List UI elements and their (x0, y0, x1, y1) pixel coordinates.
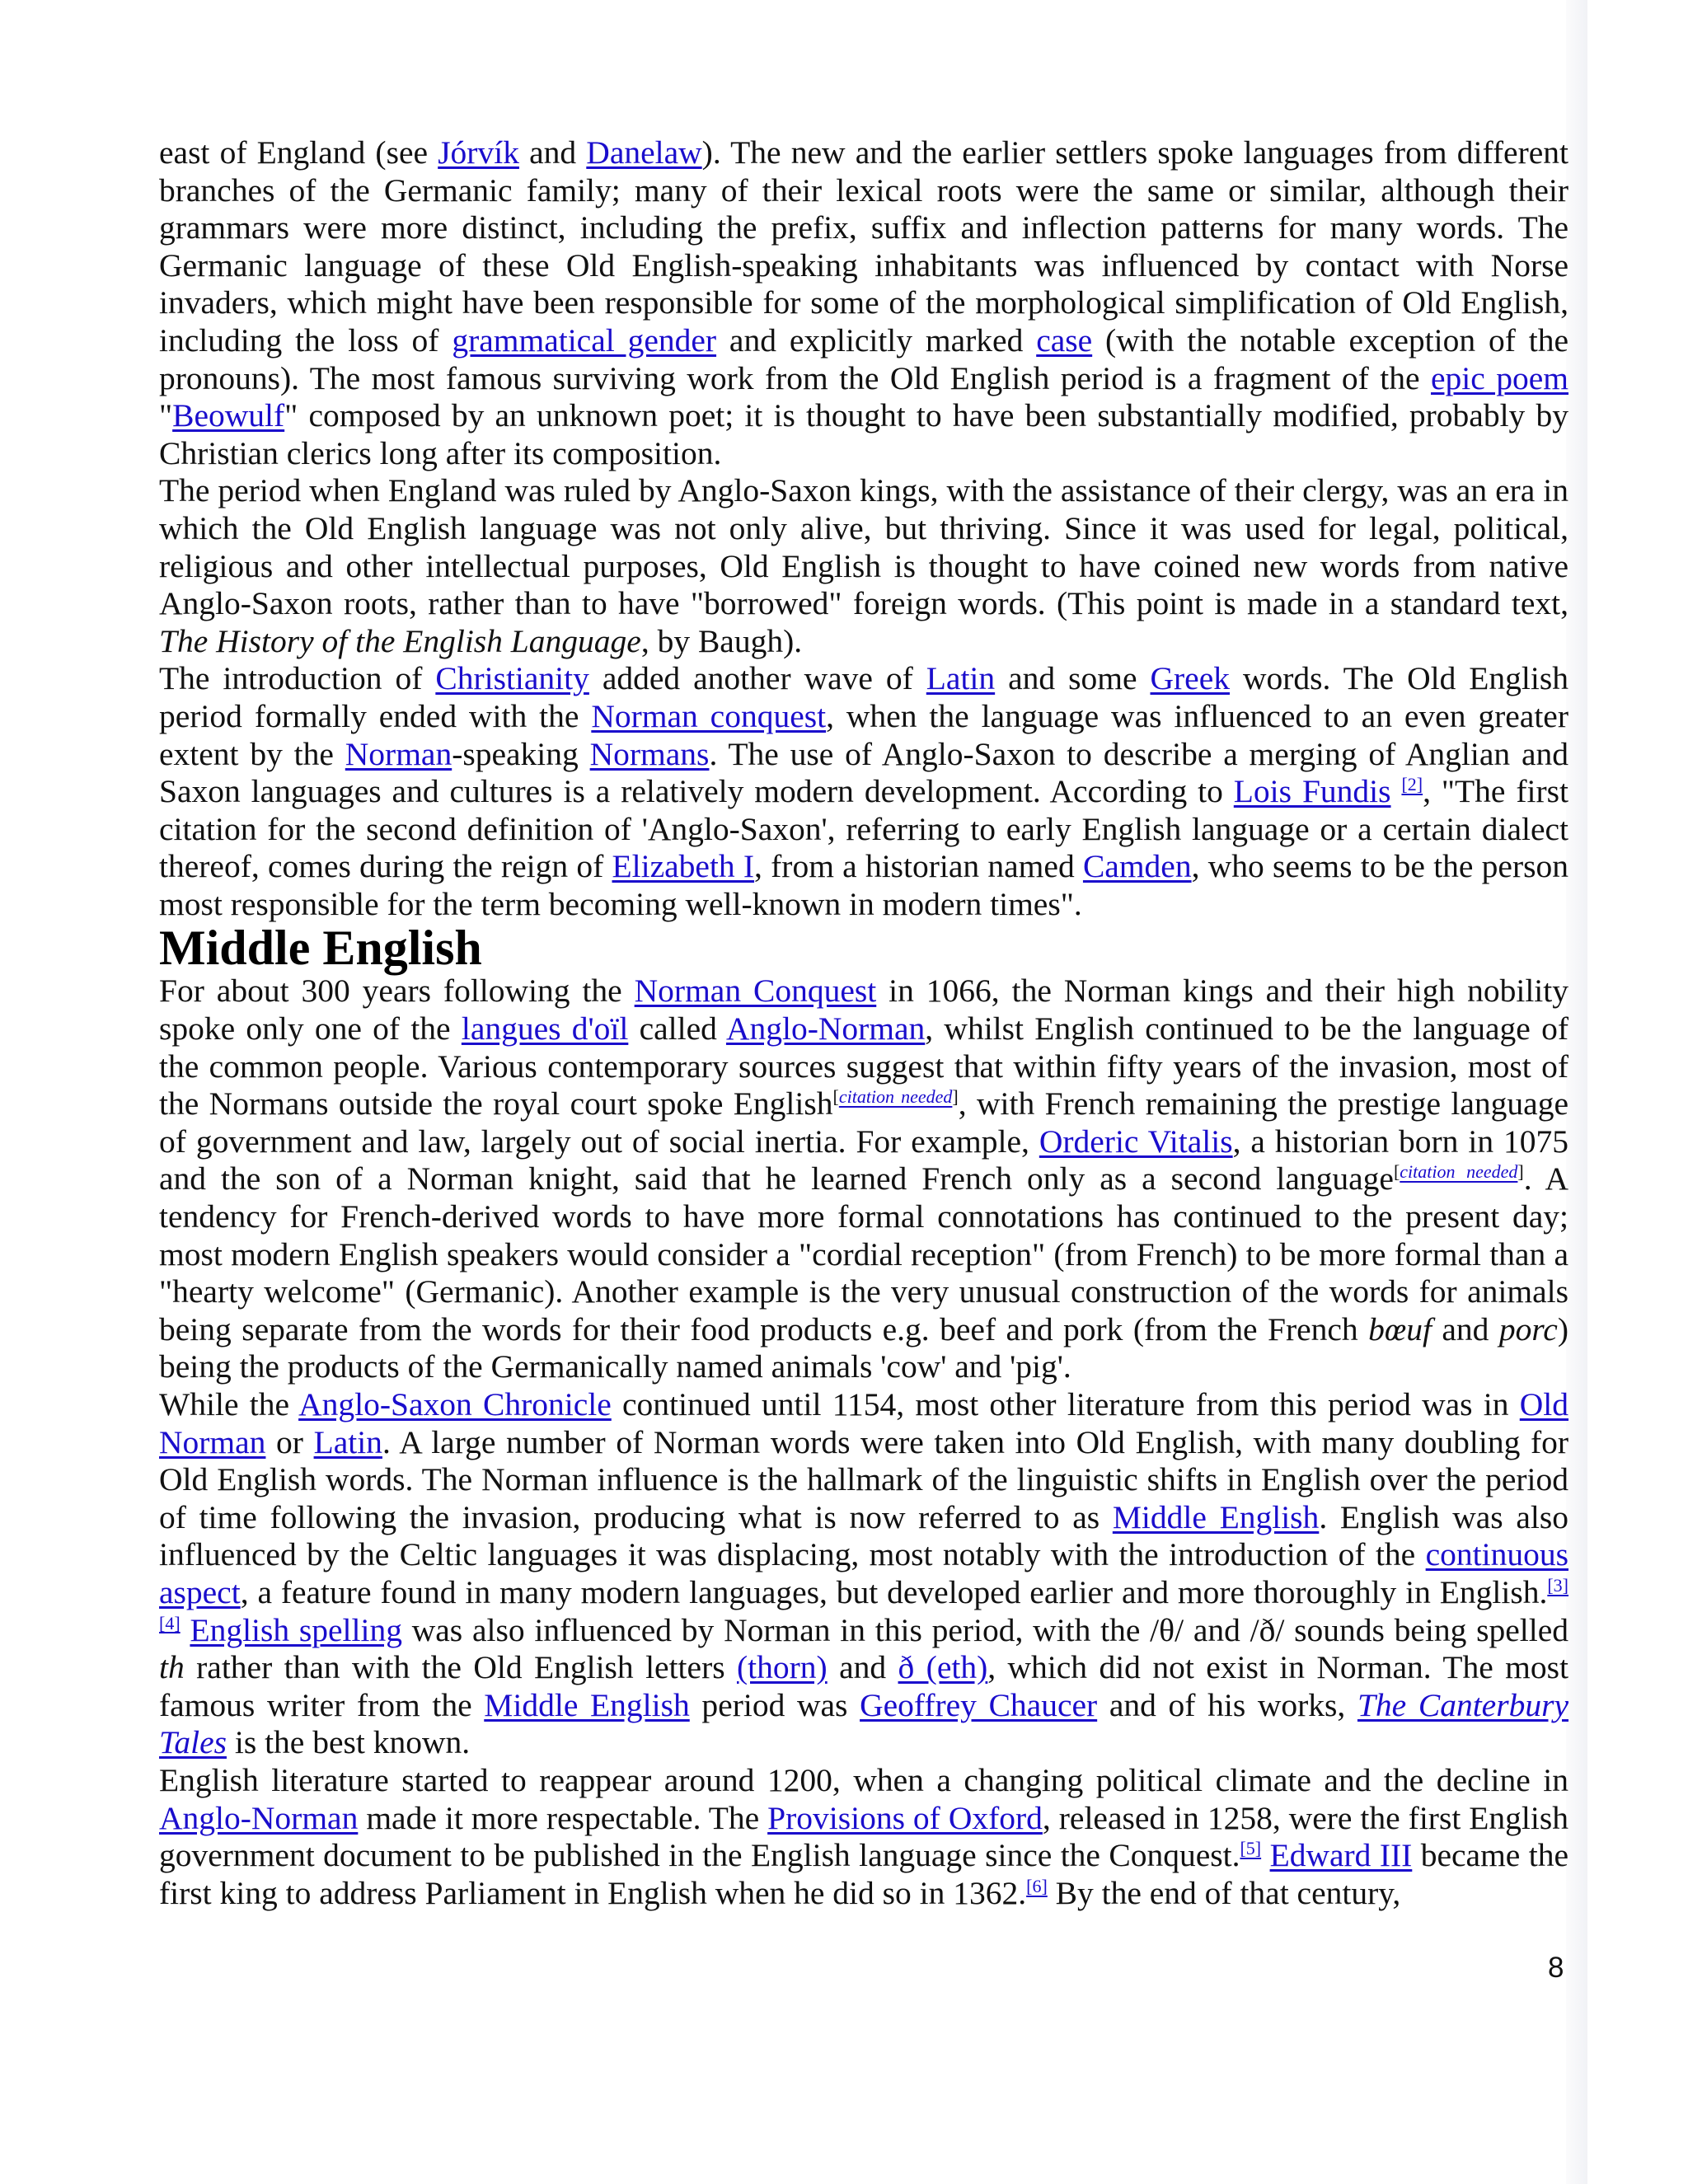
link-middle-english[interactable]: Middle English (1112, 1498, 1320, 1535)
footnote-ref (1240, 1838, 1261, 1858)
link-provisions-of-oxford[interactable]: Provisions of Oxford (767, 1799, 1043, 1836)
italic-text: th (159, 1649, 185, 1686)
link-geoffrey-chaucer[interactable]: Geoffrey Chaucer (860, 1686, 1098, 1723)
link-thorn[interactable]: (thorn) (737, 1649, 828, 1686)
link-anglo-saxon-chronicle[interactable]: Anglo-Saxon Chronicle (298, 1386, 612, 1422)
link-latin[interactable]: Latin (926, 660, 996, 697)
link-middle-english[interactable]: Middle English (484, 1686, 690, 1723)
link-grammatical-gender[interactable]: grammatical gender (452, 321, 717, 359)
paragraph: The introduction of Christianity added another wave of Latin and some Greek words. The Old English period formally ended with the Norman conquest, when the language was influenced to an even greater extent by the Norman-speaking Normans. The use of Anglo-Saxon to describe a merging of Anglian and Saxon languages and cultures is a relatively modern development. According to Lois Fundis [2], "The first citation for the second definition of 'Anglo-Saxon', referring to early English language or a certain dialect thereof, comes during the reign of Elizabeth I, from a historian named Camden, who seems to be the person most responsible for the term becoming well-known in modern times". (159, 660, 1568, 922)
link-greek[interactable]: Greek (1150, 660, 1230, 697)
footnote-ref-3[interactable]: [3] (1547, 1574, 1568, 1596)
link-anglo-norman[interactable]: Anglo-Norman (159, 1799, 359, 1836)
link-english-spelling[interactable]: English spelling (190, 1611, 402, 1648)
footnote-ref (1547, 1575, 1568, 1596)
italic-text: porc (1498, 1310, 1558, 1347)
citation-needed-link[interactable]: citation needed (1400, 1161, 1518, 1183)
footnote-ref-4[interactable]: [4] (159, 1612, 181, 1633)
link-lois-fundis[interactable]: Lois Fundis (1233, 773, 1391, 810)
italic-text: The History of the English Language (159, 622, 641, 659)
link-elizabeth-i[interactable]: Elizabeth I (612, 848, 755, 885)
paragraph: east of England (see Jórvík and Danelaw). The new and the earlier settlers spoke languages from different branches of the Germanic family; many of their lexical roots were the same or similar, although their grammars were more distinct, including the prefix, suffix and inflection patterns for many words. The Germanic language of these Old English-speaking inhabitants was influenced by contact with Norse invaders, which might have been responsible for some of the morphological simplification of Old English, including the loss of grammatical gender and explicitly marked case (with the notable exception of the pronouns). The most famous surviving work from the Old English period is a fragment of the epic poem "Beowulf" composed by an unknown poet; it is thought to have been substantially modified, probably by Christian clerics long after its composition. (159, 134, 1568, 471)
footnote-ref-2[interactable]: [2] (1401, 773, 1423, 794)
link-orderic-vitalis[interactable]: Orderic Vitalis (1039, 1122, 1233, 1160)
link-case[interactable]: case (1036, 321, 1093, 359)
paragraph: For about 300 years following the Norman Conquest in 1066, the Norman kings and their high nobility spoke only one of the langues d'oïl called Anglo-Norman, whilst English continued to be the language of the common people. Various contemporary sources suggest that within fifty years of the invasion, most of the Normans outside the royal court spoke English[citation needed], with French remaining the prestige language of government and law, largely out of social inertia. For example, Orderic Vitalis, a historian born in 1075 and the son of a Norman knight, said that he learned French only as a second language[citation needed]. A tendency for French-derived words to have more formal connotations has continued to the present day; most modern English speakers would consider a "cordial reception" (from French) to be more formal than a "hearty welcome" (Germanic). Another example is the very unusual construction of the words for animals being separate from the words for their food products e.g. beef and pork (from the French bœuf and porc) being the products of the Germanically named animals 'cow' and 'pig'. (159, 972, 1568, 1385)
footnote-ref (159, 1612, 181, 1633)
link-edward-iii[interactable]: Edward III (1269, 1837, 1413, 1874)
link-normans[interactable]: Normans (589, 735, 710, 772)
paragraph: The period when England was ruled by Anglo-Saxon kings, with the assistance of their clergy, was an era in which the Old English language was not only alive, but thriving. Since it was used for legal, political, religious and other intellectual purposes, Old English is thought to have coined new words from native Anglo-Saxon roots, rather than to have "borrowed" foreign words. (This point is made in a standard text, The History of the English Language, by Baugh). (159, 472, 1568, 659)
link-christianity[interactable]: Christianity (435, 660, 589, 697)
footnote-ref (1026, 1876, 1048, 1896)
italic-text: bœuf (1368, 1310, 1432, 1347)
page-number: 8 (1548, 1952, 1564, 1984)
page-edge-shadow (1566, 0, 1587, 2184)
paragraph: While the Anglo-Saxon Chronicle continued until 1154, most other literature from this period was in Old Norman or Latin. A large number of Norman words were taken into Old English, with many doubling for Old English words. The Norman influence is the hallmark of the linguistic shifts in English over the period of time following the invasion, producing what is now referred to as Middle English. English was also influenced by the Celtic languages it was displacing, most notably with the introduction of the continuous aspect, a feature found in many modern languages, but developed earlier and more thoroughly in English.[3][4] English spelling was also influenced by Norman in this period, with the /θ/ and /ð/ sounds being spelled th rather than with the Old English letters (thorn) and ð (eth), which did not exist in Norman. The most famous writer from the Middle English period was Geoffrey Chaucer and of his works, The Canterbury Tales is the best known. (159, 1386, 1569, 1761)
link-norman[interactable]: Norman (345, 735, 452, 772)
section-heading: Middle English (159, 921, 482, 976)
link-norman-conquest[interactable]: Norman conquest (591, 697, 827, 734)
paragraph: English literature started to reappear around 1200, when a changing political climate and the decline in Anglo-Norman made it more respectable. The Provisions of Oxford, released in 1258, were the first English government document to be published in the English language since the Conquest.[5] Edward III became the first king to address Parliament in English when he did so in 1362.[6] By the end of that century, (159, 1761, 1569, 1911)
footnote-ref-5[interactable]: [5] (1240, 1837, 1262, 1858)
footnote-ref-6[interactable]: [6] (1026, 1875, 1048, 1896)
link-eth[interactable]: ð (eth) (898, 1649, 988, 1686)
link-langues-d-oi-l[interactable]: langues d'oïl (461, 1010, 629, 1047)
link-anglo-norman[interactable]: Anglo-Norman (725, 1010, 926, 1047)
link-danelaw[interactable]: Danelaw (586, 134, 702, 171)
link-continuous-aspect[interactable]: continuous aspect (159, 1536, 1568, 1610)
link-camden[interactable]: Camden (1082, 848, 1192, 885)
link-epic-poem[interactable]: epic poem (1431, 359, 1568, 396)
link-norman-conquest[interactable]: Norman Conquest (634, 972, 877, 1010)
document-body (159, 134, 1568, 1912)
citation-needed-note: [citation needed] (1393, 1161, 1524, 1183)
citation-needed-note: [citation needed] (832, 1086, 959, 1108)
link-the-canterbury-tales[interactable]: The Canterbury Tales (159, 1686, 1568, 1761)
citation-needed-link[interactable]: citation needed (838, 1086, 953, 1108)
link-beowulf[interactable]: Beowulf (172, 397, 285, 434)
link-latin[interactable]: Latin (313, 1423, 382, 1460)
link-jo-rvi-k[interactable]: Jórvík (438, 134, 519, 171)
footnote-ref (1401, 774, 1423, 794)
link-old-norman[interactable]: Old Norman (159, 1386, 1569, 1460)
